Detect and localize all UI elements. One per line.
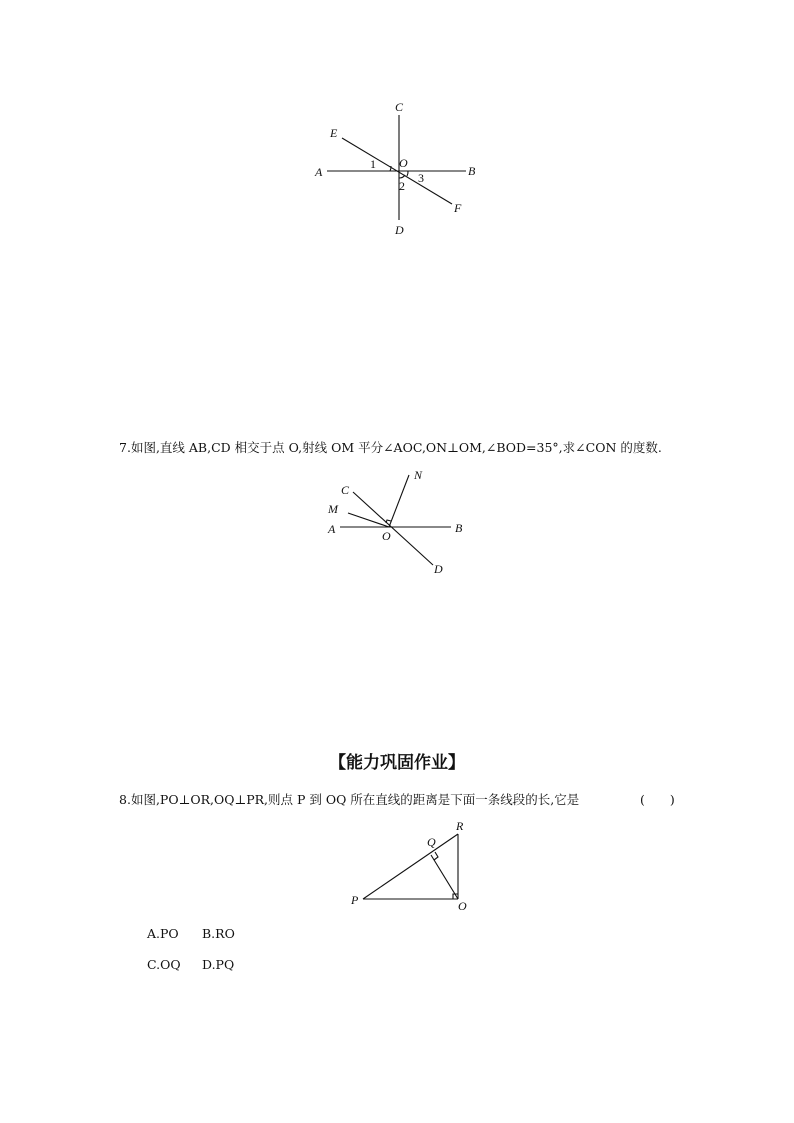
question-8-text: 如图,PO⊥OR,OQ⊥PR,则点 P 到 OQ 所在直线的距离是下面一条线段的长,它是 (130, 792, 580, 807)
answer-parentheses: ( ) (640, 792, 675, 807)
question-8 (119, 790, 579, 808)
ray-om (348, 513, 389, 527)
label-c: C (395, 100, 404, 114)
option-a[interactable]: A.PO (147, 926, 179, 941)
ray-on (389, 475, 409, 527)
label-a-2: A (328, 522, 336, 536)
label-o-2: O (382, 529, 391, 543)
label-a: A (315, 165, 323, 179)
angle-3-arc (407, 171, 408, 176)
label-o-3: O (458, 899, 467, 913)
label-p-3: P (351, 893, 359, 907)
label-d-2: D (434, 562, 443, 576)
question-7 (119, 438, 662, 456)
option-c[interactable]: C.OQ (147, 957, 181, 972)
angle-2-label: 2 (399, 179, 405, 193)
angle-1-label: 1 (370, 157, 376, 171)
label-n-2: N (414, 468, 423, 482)
right-angle-q (434, 852, 438, 860)
angle-2-arc (399, 175, 405, 178)
label-b: B (468, 164, 476, 178)
segment-oq (431, 855, 458, 899)
label-q-3: Q (427, 835, 436, 849)
label-m-2: M (328, 502, 338, 516)
option-d[interactable]: D.PQ (202, 957, 235, 972)
label-d: D (395, 223, 404, 237)
question-7-text: 如图,直线 AB,CD 相交于点 O,射线 OM 平分∠AOC,ON⊥OM,∠BOD=35°,求∠CON 的度数. (130, 440, 662, 455)
figure-3-triangle (345, 815, 475, 915)
label-c-2: C (341, 483, 350, 497)
figure-1-intersecting-lines (300, 95, 500, 245)
label-f: F (454, 201, 462, 215)
line-cd-2 (353, 492, 433, 565)
label-b-2: B (455, 521, 463, 535)
label-e: E (330, 126, 338, 140)
label-r-3: R (456, 819, 464, 833)
angle-3-label: 3 (418, 171, 424, 185)
option-b[interactable]: B.RO (202, 926, 235, 941)
question-8-number: 8. (119, 792, 131, 807)
section-title: 【能力巩固作业】 (329, 753, 465, 773)
figure-2-bisector (320, 465, 480, 580)
segment-pr (363, 834, 458, 899)
question-7-number: 7. (119, 440, 131, 455)
label-o: O (399, 156, 408, 170)
